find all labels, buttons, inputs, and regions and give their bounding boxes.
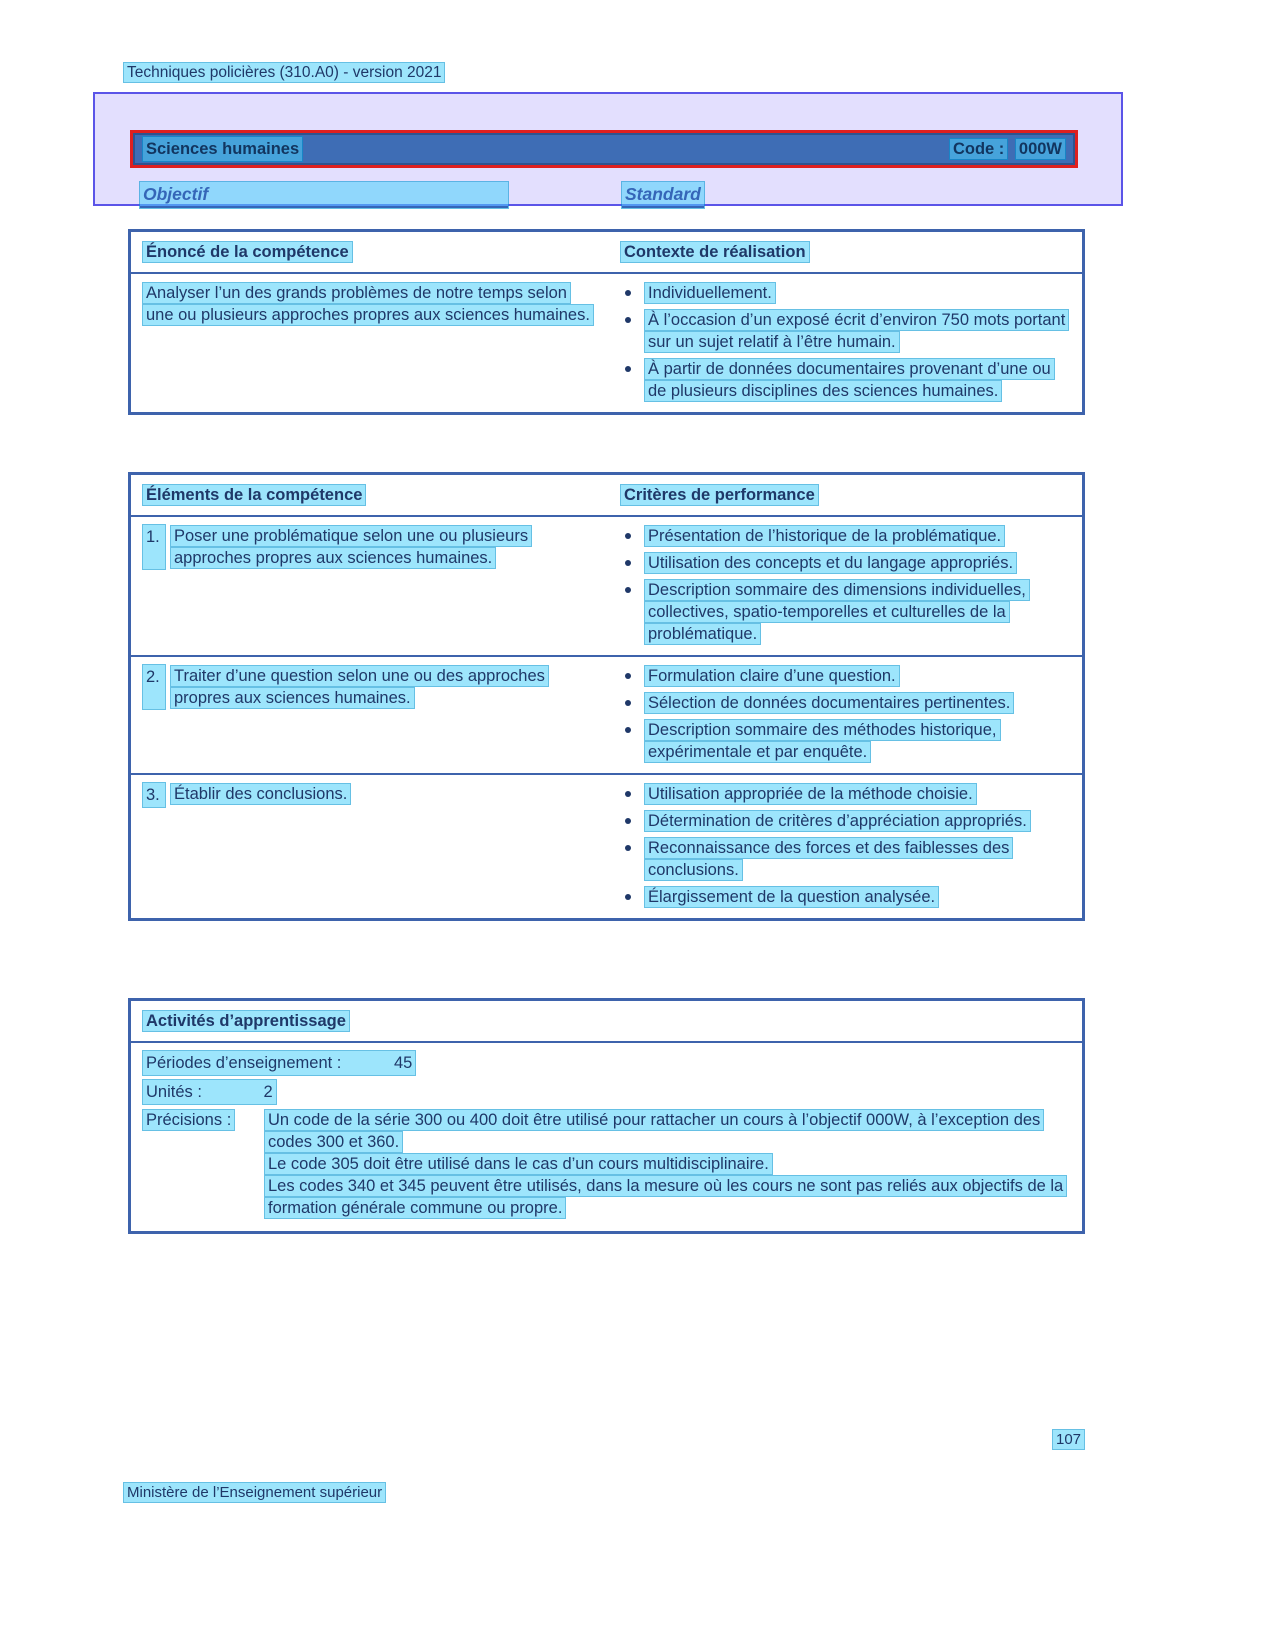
elements-row-1 bbox=[131, 517, 1082, 657]
elements-row-2 bbox=[131, 657, 1082, 775]
criterion-item bbox=[617, 783, 1066, 805]
criterion-text: Détermination de critères d’appréciation appropriés. bbox=[645, 811, 1030, 831]
footer-text: Ministère de l’Enseignement supérieur bbox=[124, 1483, 385, 1502]
competence-table-body bbox=[131, 274, 1082, 412]
context-bullet-item bbox=[617, 309, 1066, 353]
criteria-cell bbox=[609, 517, 1082, 655]
competence-statement-text: Analyser l’un des grands problèmes de notre temps selon une ou plusieurs approches propres aux sciences humaines. bbox=[143, 283, 593, 325]
criterion-item bbox=[617, 579, 1066, 645]
criterion-text: Formulation claire d’une question. bbox=[645, 666, 899, 686]
element-text: Établir des conclusions. bbox=[171, 784, 350, 804]
criterion-text: Description sommaire des méthodes historique, expérimentale et par enquête. bbox=[645, 720, 1000, 762]
competence-header-left-cell bbox=[131, 232, 609, 272]
criteria-list bbox=[617, 525, 1066, 645]
elements-table-header bbox=[131, 475, 1082, 517]
course-code-value: 000W bbox=[1016, 139, 1065, 159]
criterion-text: Description sommaire des dimensions individuelles, collectives, spatio-temporelles et culturelles de la problématique. bbox=[645, 580, 1029, 644]
precisions-paragraph-text: Le code 305 doit être utilisé dans le cas d’un cours multidisciplinaire. bbox=[265, 1154, 772, 1174]
precisions-paragraph bbox=[265, 1153, 1065, 1175]
context-bullet-item bbox=[617, 358, 1066, 402]
page-number bbox=[1053, 1429, 1084, 1451]
course-code bbox=[946, 138, 1065, 160]
criterion-text: Reconnaissance des forces et des faiblesses des conclusions. bbox=[645, 838, 1012, 880]
elements-table bbox=[128, 472, 1085, 921]
elements-row-3 bbox=[131, 775, 1082, 918]
criterion-item bbox=[617, 837, 1066, 881]
course-code-label: Code : bbox=[950, 139, 1007, 159]
competence-statement-cell bbox=[131, 274, 609, 412]
context-bullet-item bbox=[617, 282, 1066, 304]
elements-header-right-cell bbox=[609, 475, 1082, 515]
element-text: Poser une problématique selon une ou plusieurs approches propres aux sciences humaines. bbox=[171, 526, 531, 568]
elements-header-left-cell bbox=[131, 475, 609, 515]
criterion-item bbox=[617, 665, 1066, 687]
competence-header-right: Contexte de réalisation bbox=[621, 242, 809, 262]
elements-header-left: Éléments de la compétence bbox=[143, 485, 365, 505]
element-number: 2. bbox=[143, 665, 165, 709]
competence-table bbox=[128, 229, 1085, 415]
precisions-label: Précisions : bbox=[143, 1110, 234, 1130]
criteria-list bbox=[617, 783, 1066, 908]
context-bullet-list bbox=[617, 282, 1066, 402]
precisions-label-cell bbox=[143, 1109, 265, 1219]
element-statement bbox=[143, 525, 595, 569]
periods-label: Périodes d’enseignement : bbox=[146, 1054, 342, 1072]
activities-header: Activités d’apprentissage bbox=[143, 1011, 349, 1031]
competence-header-left: Énoncé de la compétence bbox=[143, 242, 352, 262]
units-value: 2 bbox=[263, 1083, 273, 1101]
element-number: 1. bbox=[143, 525, 165, 569]
element-statement bbox=[143, 665, 595, 709]
element-cell bbox=[131, 517, 609, 655]
criterion-text: Présentation de l’historique de la problématique. bbox=[645, 526, 1004, 546]
competence-header-right-cell bbox=[609, 232, 1082, 272]
objectif-heading: Objectif bbox=[140, 182, 508, 208]
units-line bbox=[143, 1080, 276, 1104]
criteria-list bbox=[617, 665, 1066, 763]
criterion-item bbox=[617, 719, 1066, 763]
criterion-item bbox=[617, 552, 1066, 574]
elements-header-right: Critères de performance bbox=[621, 485, 818, 505]
units-label: Unités : bbox=[146, 1083, 202, 1101]
criterion-text: Utilisation appropriée de la méthode choisie. bbox=[645, 784, 976, 804]
criterion-item bbox=[617, 810, 1066, 832]
course-title: Sciences humaines bbox=[143, 137, 302, 161]
periods-value: 45 bbox=[393, 1054, 413, 1072]
course-banner bbox=[130, 130, 1078, 168]
element-cell bbox=[131, 775, 609, 918]
criterion-item bbox=[617, 525, 1066, 547]
periods-row bbox=[143, 1051, 1070, 1075]
competence-statement bbox=[143, 282, 595, 326]
document-header bbox=[124, 62, 444, 84]
precisions-paragraph-text: Les codes 340 et 345 peuvent être utilisés, dans la mesure où les cours ne sont pas reliés aux objectifs de la formation générale commune ou propre. bbox=[265, 1176, 1066, 1218]
context-cell bbox=[609, 274, 1082, 412]
column-headings bbox=[140, 182, 1080, 208]
criterion-item bbox=[617, 692, 1066, 714]
criterion-text: Sélection de données documentaires pertinentes. bbox=[645, 693, 1013, 713]
criteria-cell bbox=[609, 775, 1082, 918]
periods-line bbox=[143, 1051, 415, 1075]
activities-header-cell bbox=[131, 1001, 1082, 1043]
document-title-text: Techniques policières (310.A0) - version 2021 bbox=[124, 63, 444, 82]
criteria-cell bbox=[609, 657, 1082, 773]
document-footer bbox=[124, 1482, 385, 1504]
competence-table-header bbox=[131, 232, 1082, 274]
element-cell bbox=[131, 657, 609, 773]
precisions-paragraph bbox=[265, 1175, 1065, 1219]
criterion-item bbox=[617, 886, 1066, 908]
context-bullet-text: À partir de données documentaires provenant d’une ou de plusieurs disciplines des sciences humaines. bbox=[645, 359, 1054, 401]
element-number: 3. bbox=[143, 783, 165, 807]
precisions-paragraph-text: Un code de la série 300 ou 400 doit être utilisé pour rattacher un cours à l’objectif 000W, à l’exception des codes 300 et 360. bbox=[265, 1110, 1043, 1152]
context-bullet-text: Individuellement. bbox=[645, 283, 775, 303]
activities-body bbox=[131, 1043, 1082, 1231]
element-statement bbox=[143, 783, 595, 807]
activities-table bbox=[128, 998, 1085, 1234]
units-row bbox=[143, 1080, 1070, 1104]
page-number-text: 107 bbox=[1053, 1430, 1084, 1449]
context-bullet-text: À l’occasion d’un exposé écrit d’environ 750 mots portant sur un sujet relatif à l’être humain. bbox=[645, 310, 1068, 352]
precisions-row bbox=[143, 1109, 1070, 1219]
criterion-text: Utilisation des concepts et du langage appropriés. bbox=[645, 553, 1016, 573]
precisions-text bbox=[265, 1109, 1065, 1219]
criterion-text: Élargissement de la question analysée. bbox=[645, 887, 938, 907]
precisions-paragraph bbox=[265, 1109, 1065, 1153]
standard-heading: Standard bbox=[622, 182, 704, 208]
element-text: Traiter d’une question selon une ou des approches propres aux sciences humaines. bbox=[171, 666, 548, 708]
